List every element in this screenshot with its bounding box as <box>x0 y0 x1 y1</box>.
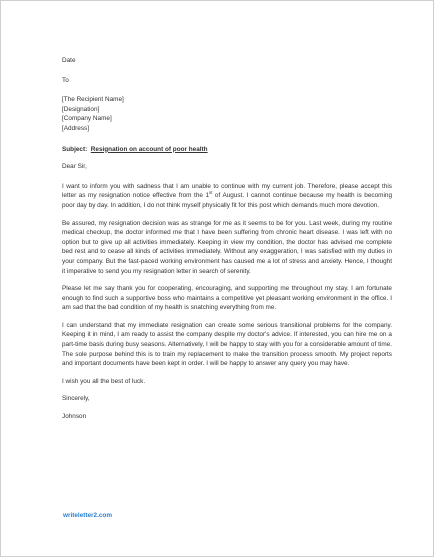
recipient-name: [The Recipient Name] <box>62 96 124 104</box>
subject-text: Resignation on account of poor health <box>90 145 208 153</box>
wish-line: I wish you all the best of luck. <box>62 377 146 385</box>
recipient-designation: [Designation] <box>62 105 100 113</box>
paragraph-1-part-b: of August. I cannot continue because my health is becoming poor day by day. In addition, I do not think myself physically fit for this post which demands much more devotion. <box>62 192 393 209</box>
paragraph-1-sup: st <box>209 190 213 196</box>
recipient-block <box>62 95 392 133</box>
recipient-address: [Address] <box>62 124 89 132</box>
salutation: Dear Sir, <box>62 163 87 171</box>
paragraph-1 <box>62 182 392 211</box>
subject-label: Subject: <box>62 145 88 153</box>
paragraph-3: Please let me say thank you for cooperating, encouraging, and supporting me throughout my stay. I am fortunate enough to find such a supportive boss who maintains a competitive yet pleasant working environment in the office. I am sad that the bad condition of my health is snatching everything from me. <box>62 285 392 312</box>
paragraph-4: I can understand that my immediate resignation can create some serious transitional problems for the company. Keeping it in mind, I am ready to assist the company despite my doctor's advice. If interested, you can hire me on a part-time basis during busy seasons. Alternatively, I will be happy to stay with you for a considerable amount of time. The sole purpose behind this is to train my replacement to make the transition process smooth. My project reports and important documents have been kept in order. I will be happy to answer any query you may have. <box>62 321 392 368</box>
paragraph-1-part-a: I want to inform you with sadness that I am unable to continue with my current job. Therefore, please accept this letter as my resignation notice effective from the 1 <box>62 182 392 200</box>
to-line: To <box>62 76 69 84</box>
recipient-company: [Company Name] <box>62 115 112 123</box>
website-link[interactable]: writeletter2.com <box>63 512 113 519</box>
letter-body <box>62 56 392 422</box>
signature-name: Johnson <box>62 413 87 421</box>
date-line: Date <box>62 57 76 64</box>
paragraph-2: Be assured, my resignation decision was as strange for me as it seems to be for you. Last week, during my routine medical checkup, the doctor informed me that I have been suffering from chronic heart disease. I was left with no option but to give up all activities immediately. Keeping in view my condition, the doctor has advised me complete bed rest and to cease all kinds of activities immediately. Without any exaggeration, I was satisfied with my duties in your company. But the fast-paced working environment has caused me a lot of stress and anxiety. Hence, I thought it imperative to send you my resignation letter in search of serenity. <box>62 219 392 275</box>
subject-line <box>62 145 392 155</box>
closing-line: Sincerely, <box>62 395 90 403</box>
